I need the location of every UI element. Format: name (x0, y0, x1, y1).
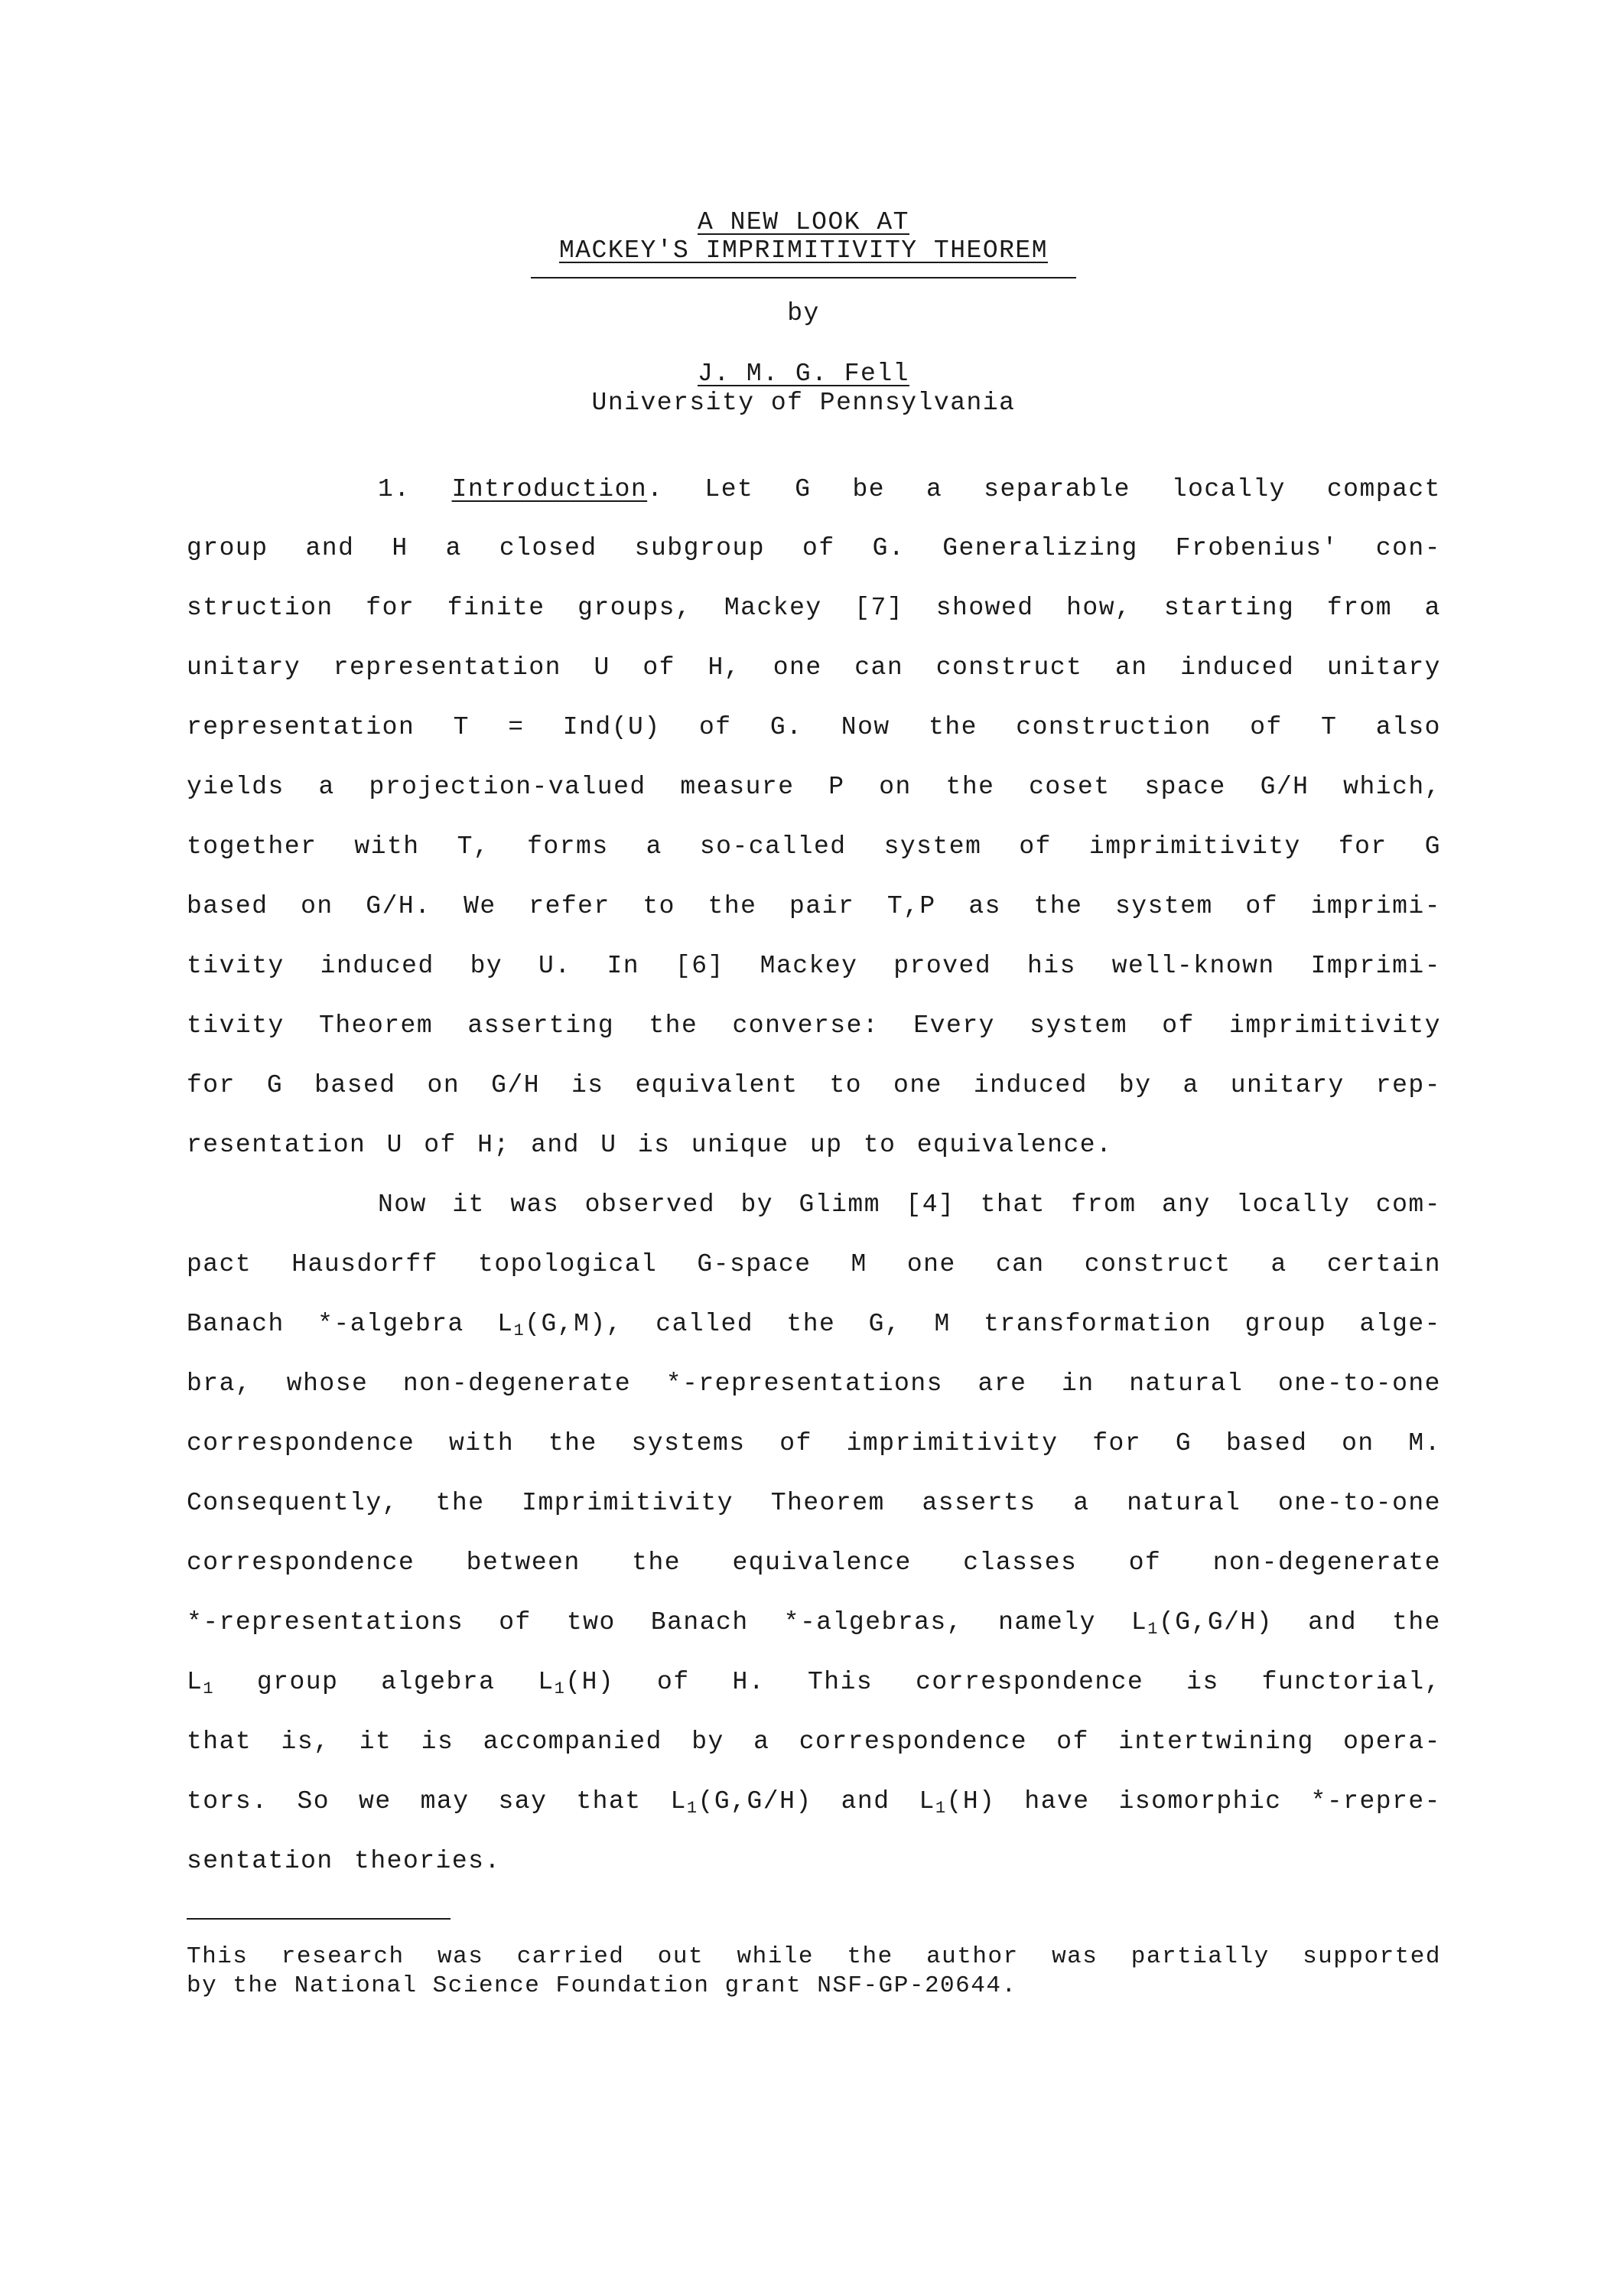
paragraph-line: sentation theories. (187, 1847, 501, 1875)
paragraph-line: Now it was observed by Glimm [4] that from any locally com- (378, 1190, 1441, 1219)
footnote-line: by the National Science Foundation grant NSF-GP-20644. (187, 1972, 1017, 1999)
paragraph-line: Banach *-algebra $L_1(G,M)$, called the G, M transformation group alge- (187, 1310, 1441, 1340)
paragraph-line: for G based on G/H is equivalent to one induced by a unitary rep- (187, 1071, 1441, 1099)
paragraph-line: yields a projection-valued measure P on the coset space G/H which, (187, 773, 1441, 801)
paragraph-line: struction for finite groups, Mackey [7] showed how, starting from a (187, 594, 1441, 622)
paragraph-line: group and H a closed subgroup of G. Generalizing Frobenius' con- (187, 534, 1441, 562)
section-number: 1. (378, 475, 411, 503)
paragraph-line: tivity induced by U. In [6] Mackey proved his well-known Imprimi- (187, 952, 1441, 980)
section-heading-line: 1. Introduction. Let G be a separable locally compact (378, 475, 1441, 503)
footnote-line: This research was carried out while the author was partially supported (187, 1943, 1441, 1970)
paragraph-line: resentation U of H; and U is unique up to equivalence. (187, 1131, 1113, 1159)
paragraph-line: based on G/H. We refer to the pair T,P as the system of imprimi- (187, 892, 1441, 920)
section-heading: Introduction (451, 475, 648, 503)
paragraph-line: correspondence between the equivalence classes of non-degenerate (187, 1549, 1441, 1577)
paragraph-line: *-representations of two Banach *-algebras, namely $L_1(G,G/H)$ and the (187, 1608, 1441, 1639)
author-affiliation: University of Pennsylvania (591, 389, 1016, 417)
paragraph-line: $L_1$ group algebra $L_1(H)$ of H. This correspondence is functorial, (187, 1668, 1441, 1698)
paragraph-line: Consequently, the Imprimitivity Theorem asserts a natural one-to-one (187, 1489, 1441, 1517)
paragraph-line: unitary representation U of H, one can construct an induced unitary (187, 653, 1441, 682)
paragraph-line: correspondence with the systems of imprimitivity for G based on M. (187, 1429, 1441, 1457)
paragraph-line: that is, it is accompanied by a correspondence of intertwining opera- (187, 1728, 1441, 1756)
paragraph-line: tors. So we may say that $L_1(G,G/H)$ and $L_1(H)$ have isomorphic *-repre- (187, 1787, 1441, 1818)
title-double-rule (531, 277, 1076, 278)
byline: by (787, 299, 820, 327)
paragraph-line: representation T = Ind(U) of G. Now the construction of T also (187, 713, 1441, 741)
title-line-2: MACKEY'S IMPRIMITIVITY THEOREM (558, 236, 1049, 265)
title-line-1: A NEW LOOK AT (698, 208, 909, 236)
author-name: J. M. G. Fell (698, 360, 909, 388)
footnote-rule (187, 1918, 451, 1920)
paragraph-line: tivity Theorem asserting the converse: Every system of imprimitivity (187, 1011, 1441, 1040)
paragraph-line: bra, whose non-degenerate *-representations are in natural one-to-one (187, 1369, 1441, 1398)
paragraph-line: together with T, forms a so-called system of imprimitivity for G (187, 832, 1441, 861)
paragraph-line: pact Hausdorff topological G-space M one can construct a certain (187, 1250, 1441, 1278)
